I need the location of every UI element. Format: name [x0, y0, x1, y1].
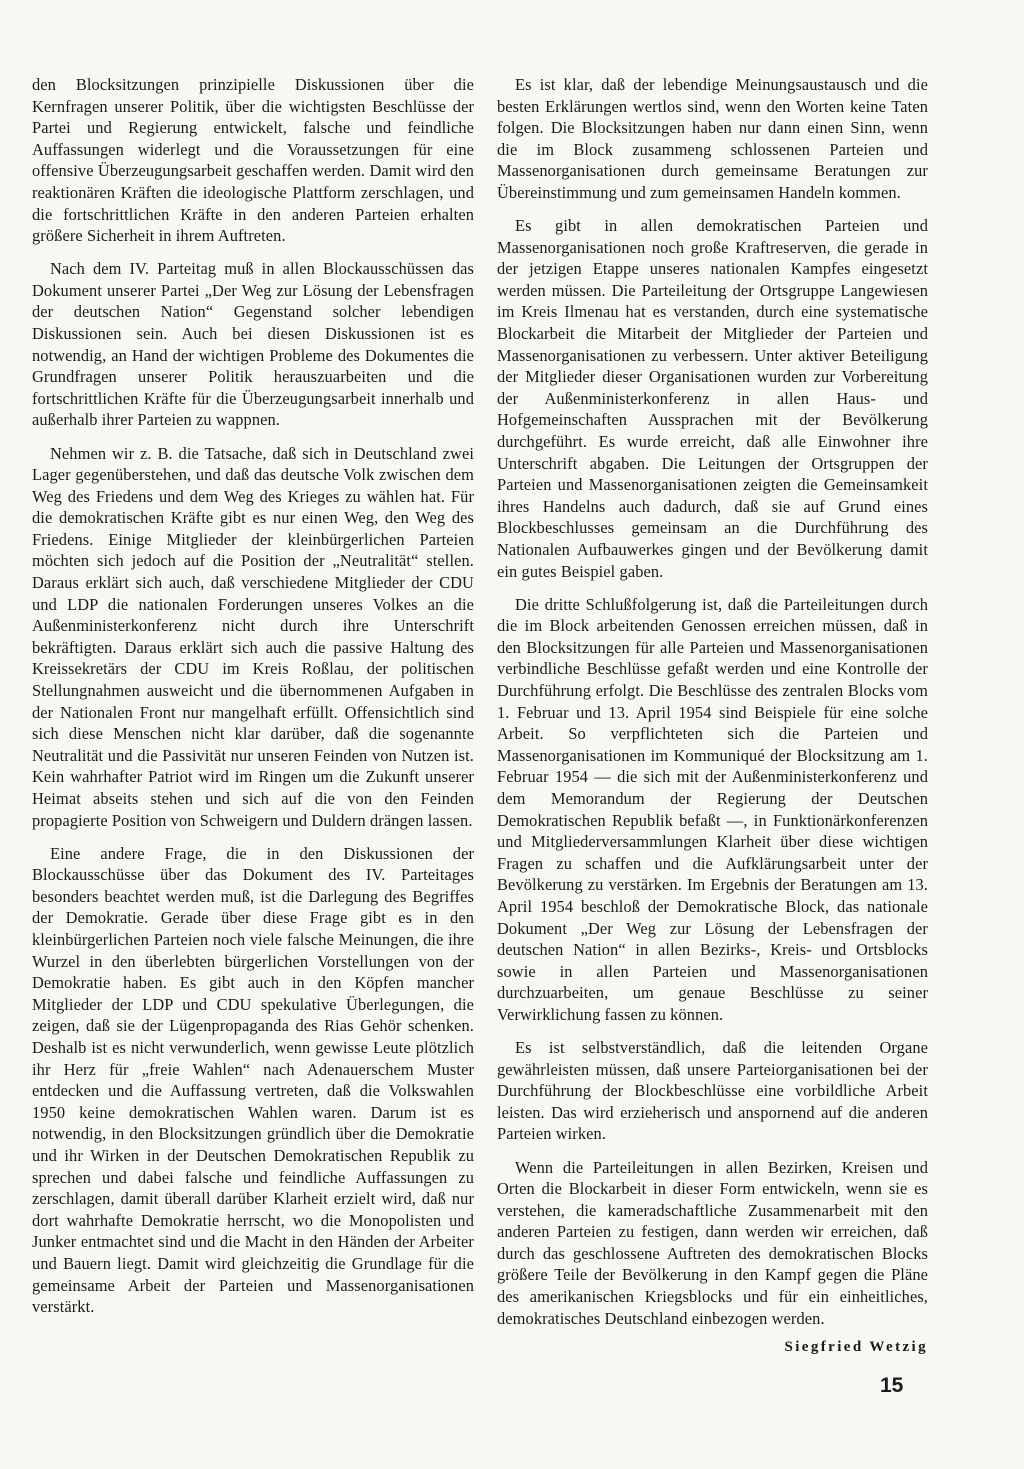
paragraph: Nach dem IV. Parteitag muß in allen Blockausschüssen das Dokument unserer Partei „Der Weg zur Lösung der Lebensfragen der deutschen Nation“ Gegenstand solcher lebendigen Diskussionen sein. Auch bei diesen Diskussionen ist es notwendig, an Hand der wichtigen Probleme des Dokumentes die Grundfragen unserer Politik herauszuarbeiten und die fortschrittlichen Kräfte für die Überzeugungsarbeit innerhalb und außerhalb ihrer Parteien zu wappnen.	[32, 259, 474, 430]
paragraph: Es ist selbstverständlich, daß die leitenden Organe gewährleisten müssen, daß unsere Parteiorganisationen bei der Durchführung der Blockbeschlüsse eine vorbildliche Arbeit leisten. Das wird erzieherisch und anspornend auf die anderen Parteien wirken.	[497, 1038, 928, 1144]
page-number: 15	[880, 1374, 904, 1397]
paragraph-continuation: den Blocksitzungen prinzipielle Diskussionen über die Kernfragen unserer Politik, über die wichtigsten Beschlüsse der Partei und Regierung entwickelt, falsche und feindliche Auffassungen widerlegt und die Voraussetzungen für eine offensive Überzeugungsarbeit geschaffen werden. Damit wird den reaktionären Kräften die ideologische Plattform zerschlagen, und die fortschrittlichen Kräfte in den anderen Parteien erhalten größere Sicherheit in ihrem Auftreten.	[32, 75, 474, 246]
paragraph: Eine andere Frage, die in den Diskussionen der Blockausschüsse über das Dokument des IV. Parteitages besonders beachtet werden muß, ist die Darlegung des Begriffes der Demokratie. Gerade über diese Frage gibt es in den kleinbürgerlichen Parteien noch viele falsche Meinungen, die ihre Wurzel in den überlebten bürgerlichen Vorstellungen von der Demokratie haben. Es gibt auch in den Köpfen mancher Mitglieder der LDP und CDU spekulative Überlegungen, die zeigen, daß sie der Lügenpropaganda des Rias Gehör schenken. Deshalb ist es nicht verwunderlich, wenn gewisse Leute plötzlich ihr Herz für „freie Wahlen“ nach Adenauerschem Muster entdecken und die Auffassung vertreten, daß die Volkswahlen 1950 keine demokratischen Wahlen waren. Darum ist es notwendig, in den Blocksitzungen gründlich über die Demokratie und ihr Wirken in der Deutschen Demokratischen Republik zu sprechen und dabei falsche und feindliche Auffassungen zu zerschlagen, damit überall darüber Klarheit erzielt wird, daß nur dort wahrhafte Demokratie herrscht, wo die Monopolisten und Junker entmachtet sind und die Macht in den Händen der Arbeiter und Bauern liegt. Damit wird gleichzeitig die Grundlage für die gemeinsame Arbeit der Parteien und Massenorganisationen verstärkt.	[32, 843, 474, 1317]
paragraph: Die dritte Schlußfolgerung ist, daß die Parteileitungen durch die im Block arbeitenden Genossen erreichen müssen, daß in den Blocksitzungen für alle Parteien und Massenorganisationen verbindliche Beschlüsse gefaßt werden und eine Kontrolle der Durchführung erfolgt. Die Beschlüsse des zentralen Blocks vom 1. Februar und 13. April 1954 sind Beispiele für eine solche Arbeit. So verpflichteten sich die Parteien und Massenorganisationen im Kommuniqué der Blocksitzung am 1. Februar 1954 — die sich mit der Außenministerkonferenz und dem Memorandum der Regierung der Deutschen Demokratischen Republik befaßt —, in Funktionärkonferenzen und Mitgliederversammlungen Klarheit über diese wichtigen Fragen zu schaffen und die Aufklärungsarbeit unter der Bevölkerung zu verstärken. Im Ergebnis der Beratungen am 13. April 1954 beschloß der Demokratische Block, das nationale Dokument „Der Weg zur Lösung der Lebensfragen der deutschen Nation“ in allen Bezirks-, Kreis- und Ortsblocks sowie in allen Parteien und Massenorganisationen durchzuarbeiten, um genaue Beschlüsse zu seiner Verwirklichung fassen zu können.	[497, 594, 928, 1024]
paragraph: Wenn die Parteileitungen in allen Bezirken, Kreisen und Orten die Blockarbeit in dieser Form entwickeln, wenn sie es verstehen, die kameradschaftliche Zusammenarbeit mit den anderen Parteien zu festigen, dann werden wir erreichen, daß durch das geschlossene Auftreten des demokratischen Blocks größere Teile der Bevölkerung in den Kampf gegen die Pläne des amerikanischen Kriegsblocks und für ein einheitliches, demokratisches Deutschland einbezogen werden.	[497, 1157, 928, 1328]
paragraph: Nehmen wir z. B. die Tatsache, daß sich in Deutschland zwei Lager gegenüberstehen, und daß das deutsche Volk zwischen dem Weg des Friedens und dem Weg des Krieges zu wählen hat. Für die demokratischen Kräfte gibt es nur einen Weg, den Weg des Friedens. Einige Mitglieder der kleinbürgerlichen Parteien möchten sich jedoch auf die Position der „Neutralität“ stellen. Daraus erklärt sich auch, daß verschiedene Mitglieder der CDU und LDP die nationalen Forderungen unseres Volkes an die Außenministerkonferenz nicht durch ihre Unterschrift bekräftigten. Daraus erklärt sich auch die passive Haltung des Kreissekretärs der CDU im Kreis Roßlau, der politischen Stellungnahmen ausweicht und die übernommenen Aufgaben in der Nationalen Front nur mangelhaft erfüllt. Offensichtlich sind sich diese Menschen nicht klar darüber, daß die sogenannte Neutralität und die Passivität nur unseren Feinden von Nutzen ist. Kein wahrhafter Patriot wird im Ringen um die Zukunft unserer Heimat abseits stehen und sich auf die von den Feinden propagierte Position von Schweigern und Duldern drängen lassen.	[32, 443, 474, 830]
right-column	[497, 74, 928, 1356]
author-signature: Siegfried Wetzig	[784, 1338, 928, 1355]
paragraph: Es gibt in allen demokratischen Parteien und Massenorganisationen noch große Kraftreserven, die gerade in der jetzigen Etappe unseres nationalen Kampfes eingesetzt werden müssen. Die Parteileitung der Ortsgruppe Langewiesen im Kreis Ilmenau hat es verstanden, durch eine systematische Blockarbeit die Mitarbeit der Mitglieder der Parteien und Massenorganisationen zu verbessern. Unter aktiver Beteiligung der Mitglieder dieser Organisationen wurden zur Vorbereitung der Außenministerkonferenz in allen Haus- und Hofgemeinschaften Aussprachen mit der Bevölkerung durchgeführt. Es wurde erreicht, daß alle Einwohner ihre Unterschrift abgaben. Die Leitungen der Ortsgruppen der Parteien und Massenorganisationen zeigten die Gemeinsamkeit ihres Handelns auch dadurch, daß sie auf Grund eines Blockbeschlusses gemeinsam an die Durchführung des Nationalen Aufbauwerkes gingen und der Bevölkerung damit ein gutes Beispiel gaben.	[497, 216, 928, 581]
left-column	[32, 74, 474, 1329]
paragraph: Es ist klar, daß der lebendige Meinungsaustausch und die besten Erklärungen wertlos sind, wenn den Worten keine Taten folgen. Die Blocksitzungen haben nur dann einen Sinn, wenn die im Block zusammeng schlossenen Parteien und Massenorganisationen durch gemeinsame Beratungen zur Übereinstimmung und zum gemeinsamen Handeln kommen.	[497, 75, 928, 202]
